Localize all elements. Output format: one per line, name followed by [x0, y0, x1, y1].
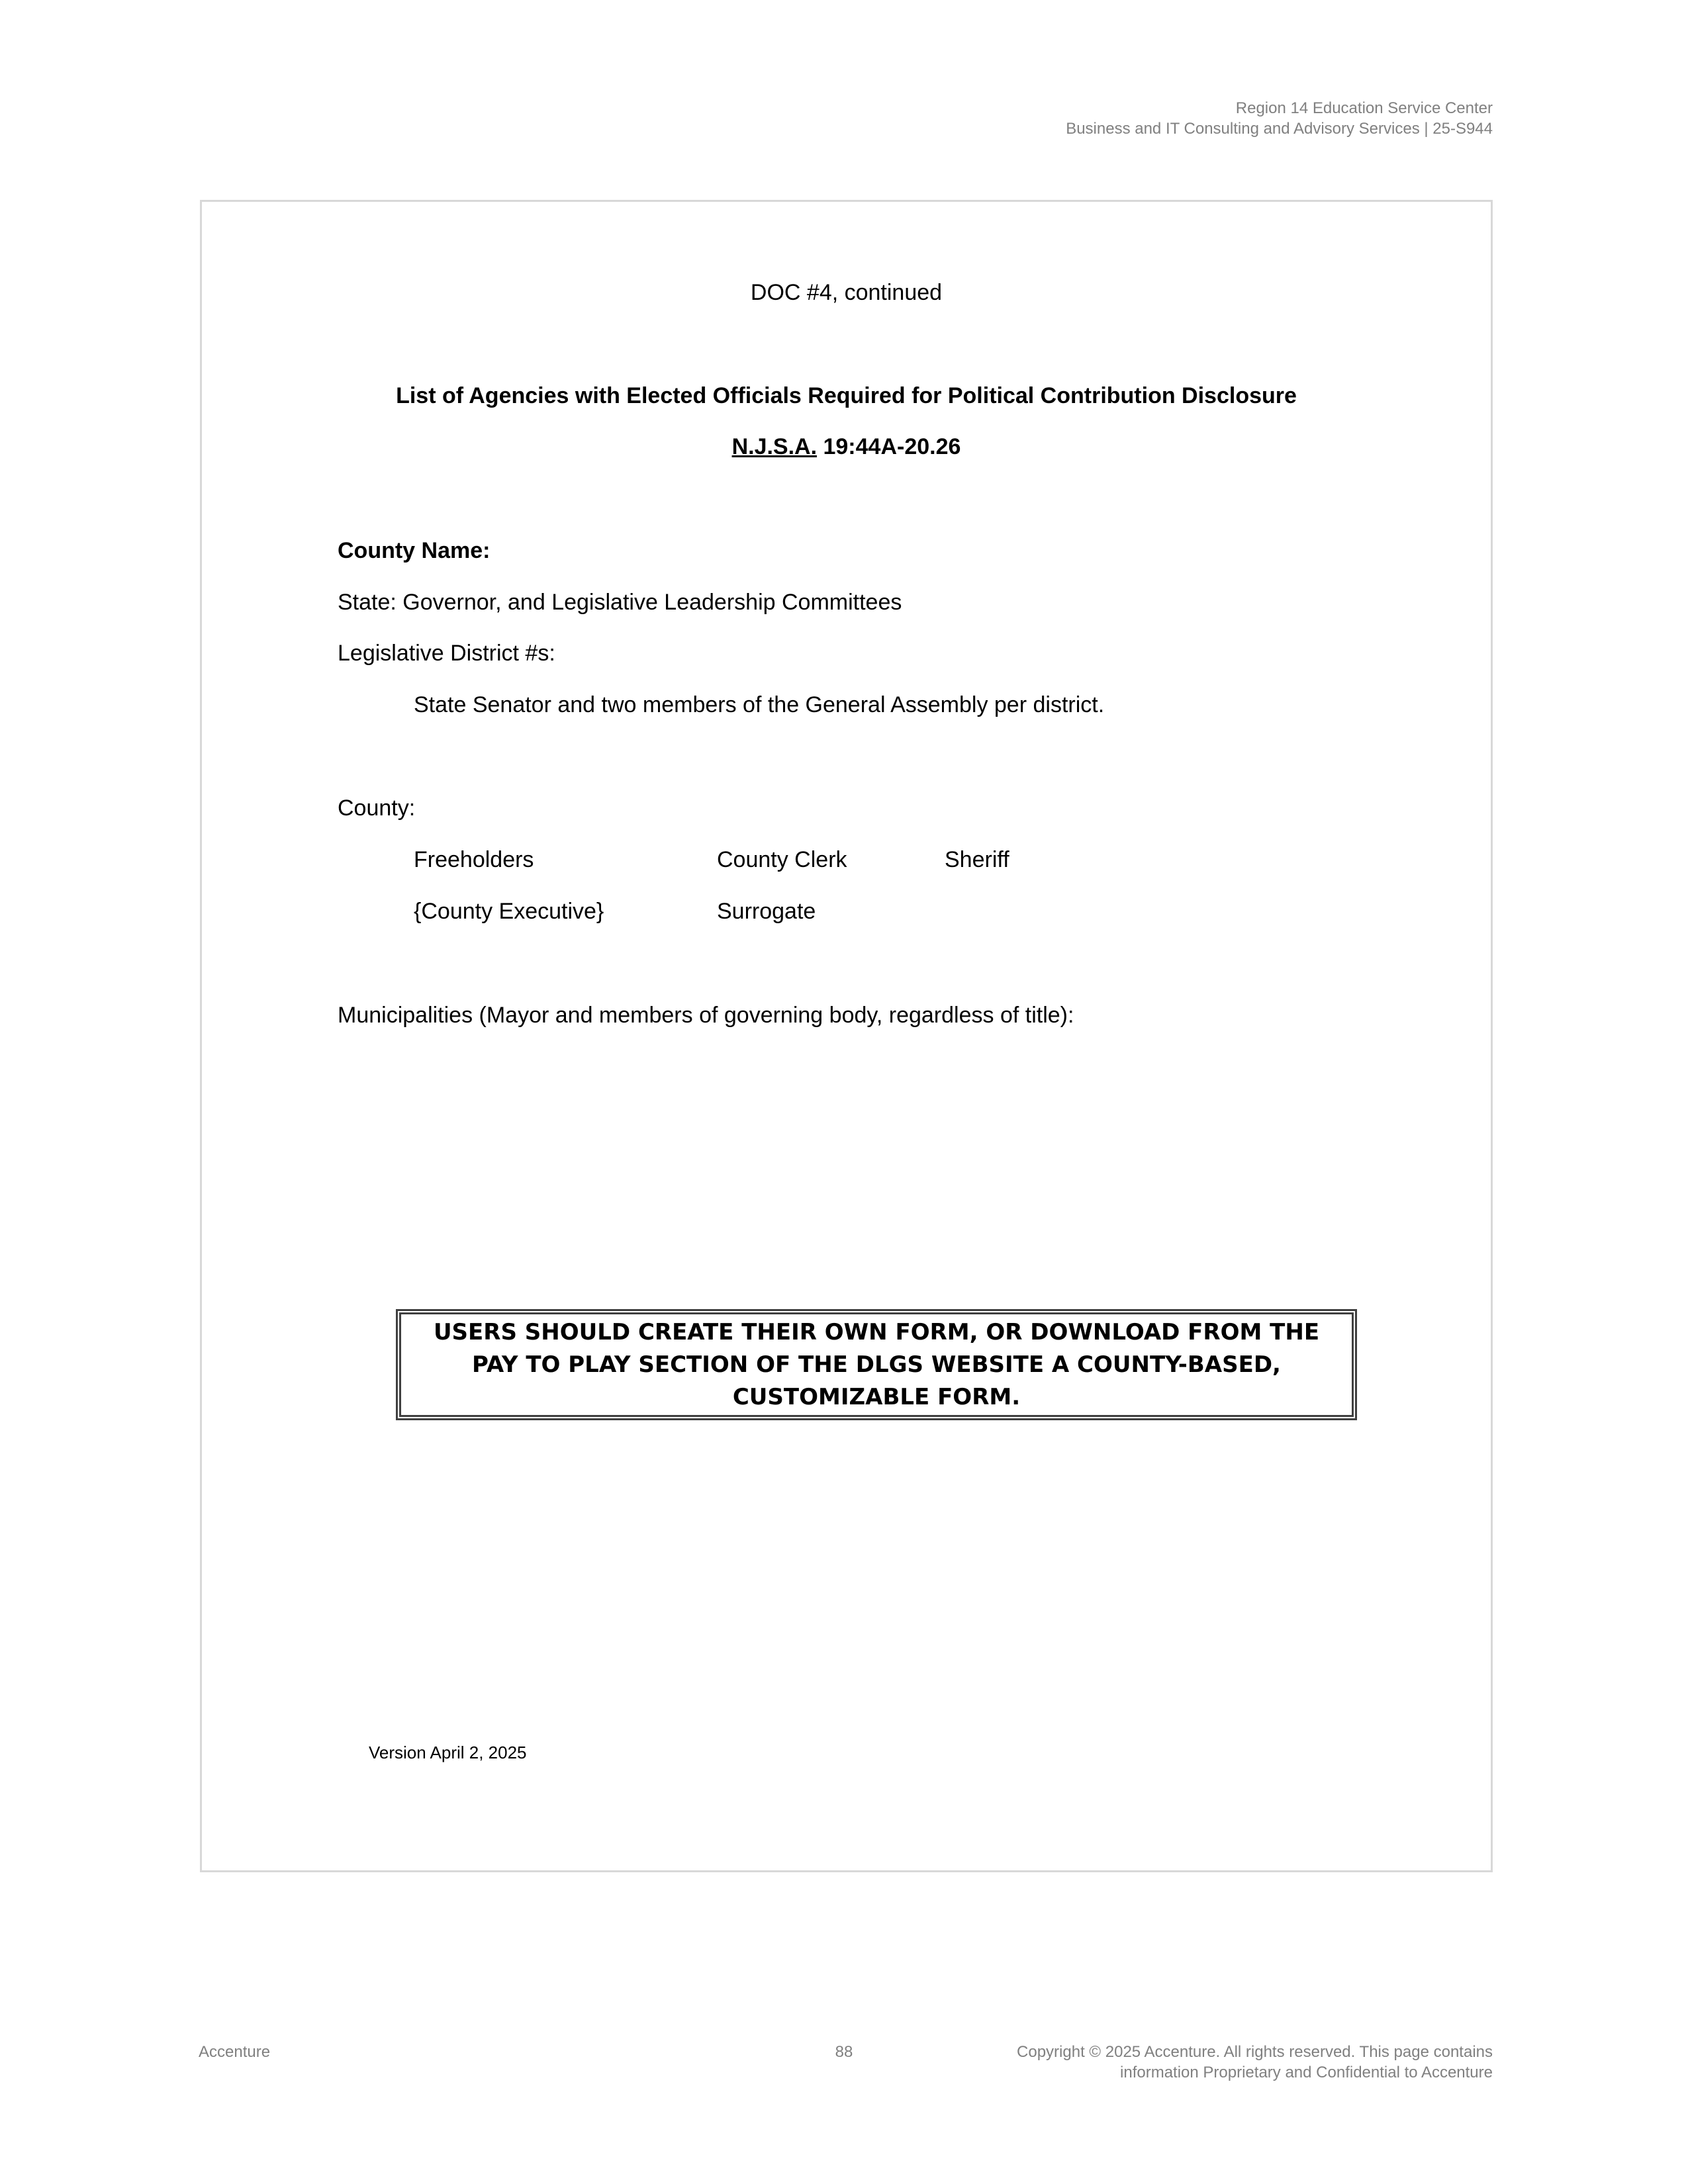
footer-copyright-line2: information Proprietary and Confidential to Accenture [1120, 2064, 1493, 2081]
header-org: Region 14 Education Service Center [1235, 99, 1493, 117]
legislative-district-description: State Senator and two members of the General Assembly per district. [414, 692, 1105, 717]
doc-title: List of Agencies with Elected Officials Required for Political Contribution Disclosure [396, 383, 1297, 408]
page-header [1066, 98, 1493, 139]
state-line: State: Governor, and Legislative Leadership Committees [338, 590, 902, 615]
legislative-district-label: Legislative District #s: [338, 641, 555, 666]
statute-abbr: N.J.S.A. [731, 434, 818, 459]
county-label: County: [338, 796, 416, 821]
office-county-clerk: County Clerk [717, 847, 847, 872]
embedded-document-frame [200, 200, 1493, 1872]
notice-text: USERS SHOULD CREATE THEIR OWN FORM, OR DOWNLOAD FROM THE PAY TO PLAY SECTION OF THE DLGS WEBSITE A COUNTY-BASED, CUSTOMIZABLE FORM. [433, 1318, 1320, 1410]
footer-copyright-line1: Copyright © 2025 Accenture. All rights reserved. This page contains [1017, 2043, 1493, 2061]
statute-reference [202, 434, 1491, 460]
office-freeholders: Freeholders [414, 847, 534, 872]
version-note: Version April 2, 2025 [369, 1743, 527, 1762]
office-county-executive: {County Executive} [414, 899, 604, 924]
header-project: Business and IT Consulting and Advisory Services | 25-S944 [1066, 120, 1493, 138]
office-surrogate: Surrogate [717, 899, 816, 924]
office-sheriff: Sheriff [945, 847, 1009, 872]
county-name-label: County Name: [338, 538, 491, 563]
footer-company: Accenture [199, 2043, 271, 2061]
notice-box [396, 1309, 1357, 1420]
footer-page-number: 88 [835, 2043, 853, 2061]
municipalities-label: Municipalities (Mayor and members of governing body, regardless of title): [338, 1003, 1074, 1028]
doc-continued-label: DOC #4, continued [750, 280, 943, 305]
statute-number: 19:44A-20.26 [817, 434, 961, 459]
footer-copyright [1017, 2042, 1493, 2083]
